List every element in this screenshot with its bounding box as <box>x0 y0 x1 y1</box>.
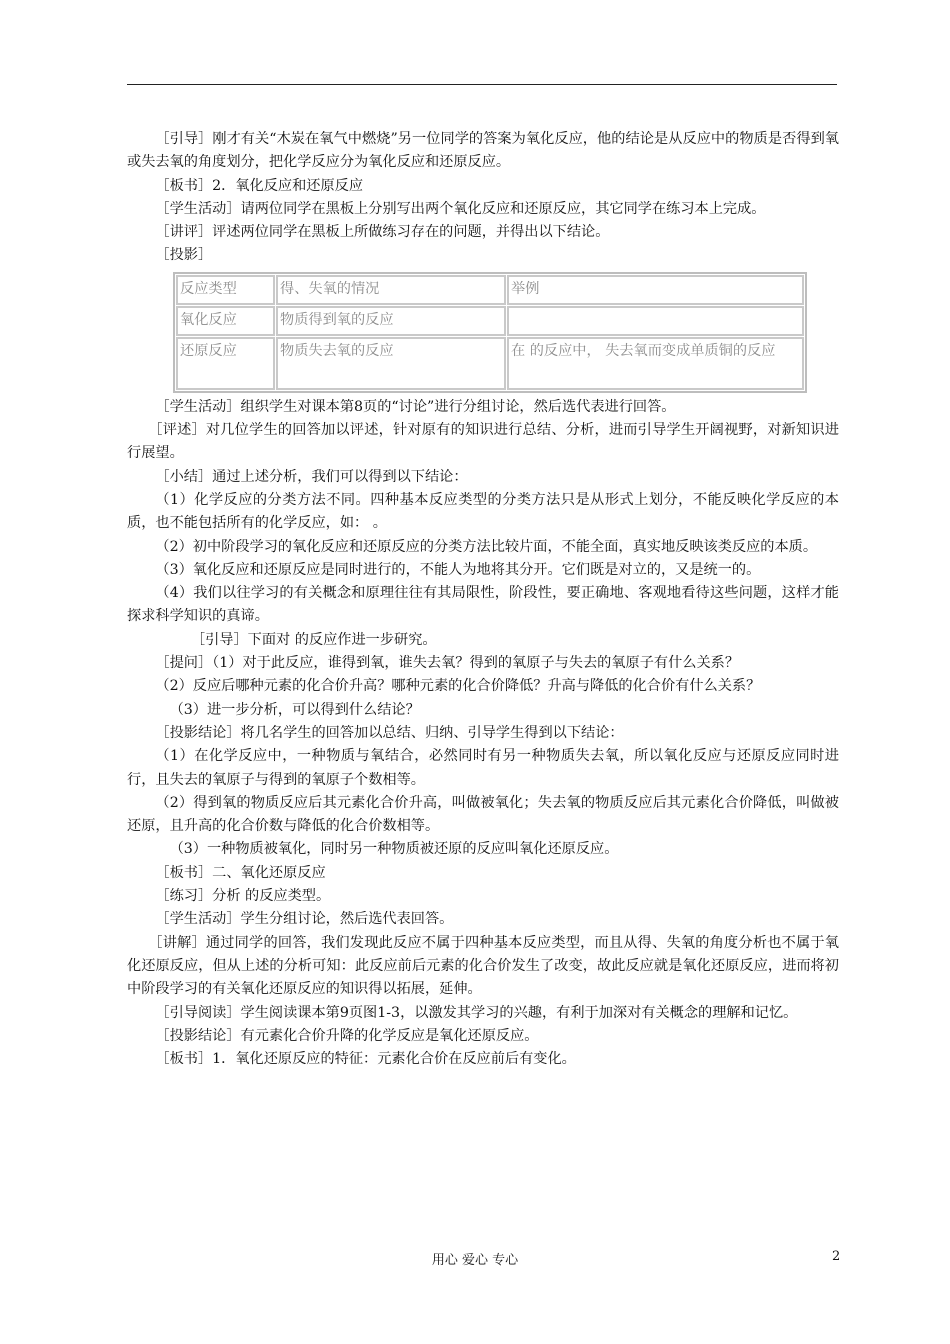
body-paragraph: ［板书］二、氧化还原反应 <box>155 864 326 881</box>
body-paragraph: （2）初中阶段学习的氧化反应和还原反应的分类方法比较片面，不能全面，真实地反映该类反应的本质。 <box>155 538 818 555</box>
table-cell: 物质得到氧的反应 <box>276 306 506 336</box>
body-paragraph: （2）反应后哪种元素的化合价升高？哪种元素的化合价降低？升高与降低的化合价有什么关系？ <box>155 678 761 695</box>
paragraphs-after <box>127 396 839 1072</box>
table-row <box>176 337 804 390</box>
body-paragraph: （2）得到氧的物质反应后其元素化合价升高，叫做被氧化；失去氧的物质反应后其元素化合价降低，叫做被还原，且升高的化合价数与降低的化合价数相等。 <box>127 794 839 835</box>
body-paragraph: ［学生活动］请两位同学在黑板上分别写出两个氧化反应和还原反应，其它同学在练习本上完成。 <box>155 200 766 217</box>
table-cell: 在 的反应中， 失去氧而变成单质铜的反应 <box>507 337 804 390</box>
body-paragraph: ［学生活动］组织学生对课本第8页的“讨论”进行分组讨论，然后选代表进行回答。 <box>155 398 676 415</box>
table-cell: 物质失去氧的反应 <box>276 337 506 390</box>
projection-table-wrap <box>173 272 793 393</box>
paragraphs-before <box>127 128 839 268</box>
body-paragraph: ［板书］2．氧化反应和还原反应 <box>155 177 364 194</box>
body-paragraph: （3）一种物质被氧化，同时另一种物质被还原的反应叫氧化还原反应。 <box>169 841 619 858</box>
body-paragraph: （3）氧化反应和还原反应是同时进行的，不能人为地将其分开。它们既是对立的，又是统一的。 <box>155 561 761 578</box>
projection-table <box>173 272 807 393</box>
table-cell: 还原反应 <box>176 337 275 390</box>
body-paragraph: （3）进一步分析，可以得到什么结论？ <box>169 701 420 718</box>
body-paragraph: （1）在化学反应中，一种物质与氧结合，必然同时有另一种物质失去氧，所以氧化反应与还原反应同时进行，且失去的氧原子与得到的氧原子个数相等。 <box>127 748 839 788</box>
body-paragraph: （1）化学反应的分类方法不同。四种基本反应类型的分类方法只是从形式上划分，不能反映化学反应的本质，也不能包括所有的化学反应，如： 。 <box>127 491 839 532</box>
body-paragraph: ［投影］ <box>155 247 213 264</box>
body-paragraph: ［讲解］通过同学的回答，我们发现此反应不属于四种基本反应类型，而且从得、失氧的角度分析也不属于氧化还原反应，但从上述的分析可知：此反应前后元素的化合价发生了改变，故此反应就是氧化还原反应，进而将初中阶段学习的有关氧化还原反应的知识得以拓展，延伸。 <box>127 934 839 998</box>
table-header-row <box>176 275 804 305</box>
body-paragraph: ［投影结论］有元素化合价升降的化学反应是氧化还原反应。 <box>155 1027 539 1044</box>
page-body <box>127 128 839 1071</box>
table-cell <box>507 306 804 336</box>
body-paragraph: ［板书］1．氧化还原反应的特征：元素化合价在反应前后有变化。 <box>155 1051 576 1068</box>
page-number: 2 <box>832 1249 841 1264</box>
table-header-cell: 反应类型 <box>176 275 275 305</box>
body-paragraph: ［引导］下面对 的反应作进一步研究。 <box>190 631 437 648</box>
body-paragraph: ［学生活动］学生分组讨论，然后选代表回答。 <box>155 911 454 928</box>
body-paragraph: ［评述］对几位学生的回答加以评述，针对原有的知识进行总结、分析，进而引导学生开阔视野，对新知识进行展望。 <box>127 422 839 462</box>
body-paragraph: ［练习］分析 的反应类型。 <box>155 888 331 905</box>
footer-motto: 用心 爱心 专心 <box>431 1253 519 1268</box>
body-paragraph: ［小结］通过上述分析，我们可以得到以下结论： <box>155 468 468 485</box>
body-paragraph: ［讲评］评述两位同学在黑板上所做练习存在的问题，并得出以下结论。 <box>155 224 610 241</box>
table-header-cell: 得、失氧的情况 <box>276 275 506 305</box>
table-cell: 氧化反应 <box>176 306 275 336</box>
body-paragraph: ［引导阅读］学生阅读课本第9页图1-3，以激发其学习的兴趣，有利于加深对有关概念的理解和记忆。 <box>155 1004 798 1021</box>
body-paragraph: （4）我们以往学习的有关概念和原理往往有其局限性，阶段性，要正确地、客观地看待这些问题，这样才能探求科学知识的真谛。 <box>127 585 839 625</box>
body-paragraph: ［提问］（1）对于此反应，谁得到氧，谁失去氧？得到的氧原子与失去的氧原子有什么关系？ <box>155 655 740 672</box>
table-header-cell: 举例 <box>507 275 804 305</box>
body-paragraph: ［引导］刚才有关“木炭在氧气中燃烧”另一位同学的答案为氧化反应，他的结论是从反应中的物质是否得到氧或失去氧的角度划分，把化学反应分为氧化反应和还原反应。 <box>127 131 839 171</box>
body-paragraph: ［投影结论］将几名学生的回答加以总结、归纳、引导学生得到以下结论： <box>155 724 624 741</box>
table-row <box>176 306 804 336</box>
header-rule <box>127 84 837 85</box>
